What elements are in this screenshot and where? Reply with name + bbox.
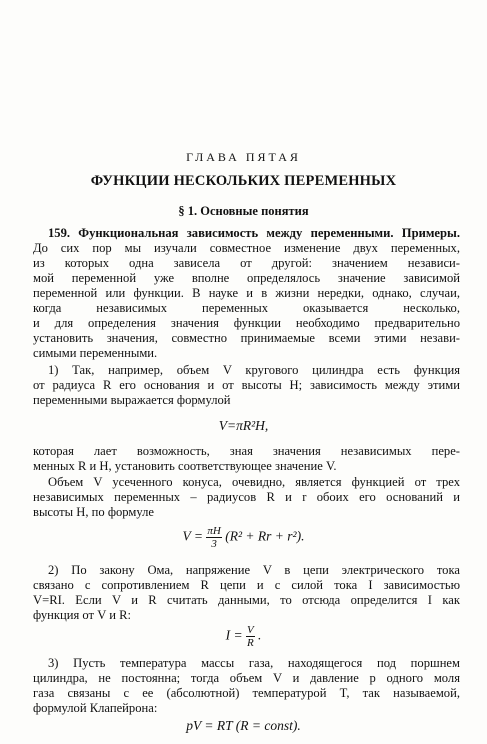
formula-fraction (246, 624, 255, 649)
text-line: и для определения значения функции необходимо предварительно (33, 316, 460, 330)
formula-rhs: (R² + Rr + r²). (225, 528, 305, 544)
formula-fraction (206, 525, 221, 550)
text-line: формулой Клапейрона: (33, 701, 158, 715)
formula-end: . (258, 627, 262, 643)
text-line: переменными выражается формулой (33, 393, 231, 407)
text-line: 2) По закону Ома, напряжение V в цепи электрического тока (48, 563, 460, 577)
text-line: симыми переменными. (33, 346, 158, 360)
text-line: газа связаны с ее (абсолютной) температурой T, так называемой, (33, 686, 460, 700)
fraction-denominator: 3 (211, 538, 217, 550)
formula-lhs: V = (182, 528, 204, 544)
text-line: переменной или функции. В науке и в жизни нередки, однако, случаи, (33, 286, 460, 300)
formula-ohm (0, 624, 487, 649)
text-line: цилиндра, не постоянна; тогда объем V и давление p одного моля (33, 671, 460, 685)
text-line: высоты H, по формуле (33, 505, 154, 519)
text-line: До сих пор мы изучали совместное изменение двух переменных, (33, 241, 460, 255)
text-line: когда независимых переменных оказывается несколько, (33, 301, 460, 315)
chapter-heading: ГЛАВА ПЯТАЯ (186, 150, 301, 164)
text-line: менных R и H, установить соответствующее значение V. (33, 459, 337, 473)
fraction-denominator: R (246, 637, 254, 649)
text-line: связано с сопротивлением R цепи и с силой тока I зависимостью (33, 578, 460, 592)
text-line: установить значения, совместно принимаемые всеми этими незави- (33, 331, 460, 345)
text-line: V=RI. Если V и R считать данными, то отсюда определится I как (33, 593, 460, 607)
paragraph-159-lead: 159. Функциональная зависимость между переменными. Примеры. (48, 226, 460, 240)
formula-cone (0, 525, 487, 550)
formula-lhs: I = (225, 627, 243, 643)
text-line: Объем V усеченного конуса, очевидно, является функцией от трех (48, 475, 460, 489)
formula-clapeyron: pV = RT (R = const). (186, 718, 301, 733)
text-line: функция от V и R: (33, 608, 132, 622)
formula-cylinder: V=πR²H, (218, 418, 269, 433)
text-line: независимых переменных – радиусов R и r обоих его оснований и (33, 490, 460, 504)
text-line: которая лает возможность, зная значения независимых пере- (33, 444, 460, 458)
text-line: 1) Так, например, объем V кругового цилиндра есть функция (48, 363, 460, 377)
text-line: 3) Пусть температура массы газа, находящегося под поршнем (48, 656, 460, 670)
fraction-numerator: πH (207, 525, 221, 537)
section-title: § 1. Основные понятия (178, 204, 309, 218)
fraction-numerator: V (246, 624, 254, 636)
text-line: мой переменной уже вполне определялось значение зависимой (33, 271, 460, 285)
chapter-title: ФУНКЦИИ НЕСКОЛЬКИХ ПЕРЕМЕННЫХ (90, 173, 397, 189)
text-line: от радиуса R его основания и от высоты H; зависимость между этими (33, 378, 460, 392)
text-line: из которых одна зависела от другой: значением независи- (33, 256, 460, 270)
